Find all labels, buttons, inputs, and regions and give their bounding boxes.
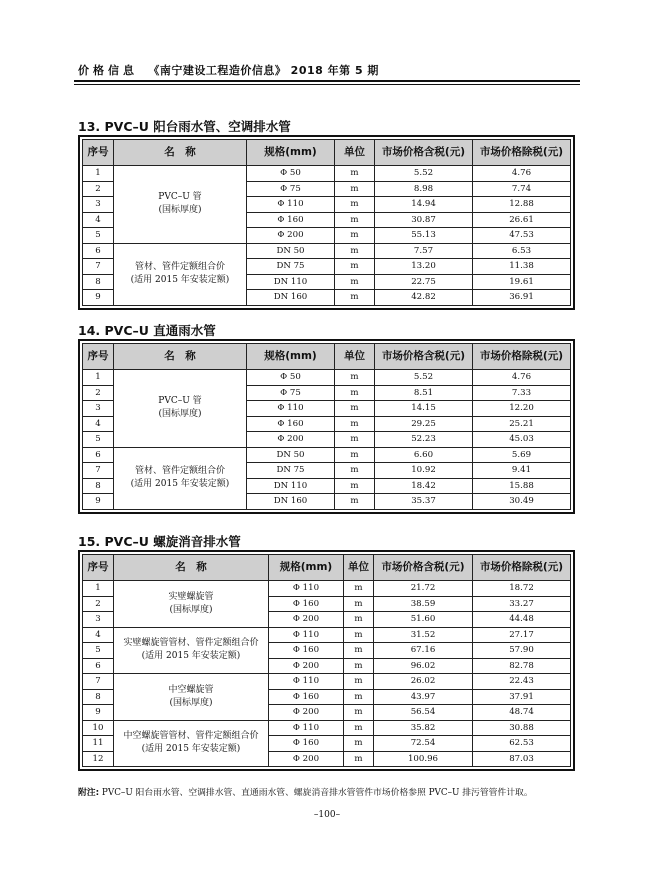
- table-row: [83, 243, 571, 259]
- spec-cell: Φ 160: [247, 416, 335, 432]
- price-ex-tax: 47.53: [473, 228, 571, 244]
- price-ex-tax: 62.53: [473, 736, 571, 752]
- column-header: 单位: [344, 555, 374, 581]
- column-header: 单位: [335, 344, 375, 370]
- spec-cell: Φ 200: [247, 432, 335, 448]
- section-title-13: 13. PVC–U 阳台雨水管、空调排水管: [78, 119, 291, 134]
- row-number: 12: [83, 751, 114, 767]
- price-with-tax: 7.57: [375, 243, 473, 259]
- row-number: 7: [83, 463, 114, 479]
- column-header: 市场价格除税(元): [473, 555, 571, 581]
- header-rule: [74, 80, 580, 82]
- unit-cell: m: [335, 432, 375, 448]
- row-number: 3: [83, 612, 114, 628]
- unit-cell: m: [335, 274, 375, 290]
- row-number: 2: [83, 181, 114, 197]
- price-ex-tax: 57.90: [473, 643, 571, 659]
- spec-cell: DN 110: [247, 478, 335, 494]
- unit-cell: m: [344, 596, 374, 612]
- price-ex-tax: 30.49: [473, 494, 571, 510]
- column-header: 序号: [83, 555, 114, 581]
- spec-cell: Φ 75: [247, 385, 335, 401]
- row-number: 4: [83, 416, 114, 432]
- spec-cell: Φ 200: [269, 705, 344, 721]
- table-row: [83, 627, 571, 643]
- column-header: 规格(mm): [269, 555, 344, 581]
- section-title-14: 14. PVC–U 直通雨水管: [78, 323, 216, 338]
- spec-cell: DN 75: [247, 259, 335, 275]
- spec-cell: Φ 160: [269, 736, 344, 752]
- table-row: [83, 370, 571, 386]
- row-number: 3: [83, 401, 114, 417]
- spec-cell: DN 50: [247, 447, 335, 463]
- spec-cell: Φ 160: [269, 643, 344, 659]
- unit-cell: m: [344, 689, 374, 705]
- table-row: [83, 720, 571, 736]
- row-number: 6: [83, 658, 114, 674]
- table-row: [83, 447, 571, 463]
- spec-cell: Φ 200: [269, 612, 344, 628]
- unit-cell: m: [344, 674, 374, 690]
- unit-cell: m: [344, 736, 374, 752]
- price-with-tax: 52.23: [375, 432, 473, 448]
- price-ex-tax: 15.88: [473, 478, 571, 494]
- price-ex-tax: 36.91: [473, 290, 571, 306]
- spec-cell: Φ 200: [269, 658, 344, 674]
- unit-cell: m: [344, 751, 374, 767]
- spec-cell: Φ 160: [247, 212, 335, 228]
- column-header: 市场价格除税(元): [473, 140, 571, 166]
- unit-cell: m: [335, 212, 375, 228]
- item-name: 管材、管件定额组合价 (适用 2015 年安装定额): [114, 243, 247, 305]
- price-ex-tax: 4.76: [473, 166, 571, 182]
- unit-cell: m: [335, 290, 375, 306]
- price-with-tax: 5.52: [375, 166, 473, 182]
- price-with-tax: 13.20: [375, 259, 473, 275]
- unit-cell: m: [335, 447, 375, 463]
- price-table-15: [78, 550, 575, 771]
- price-with-tax: 35.82: [374, 720, 473, 736]
- unit-cell: m: [335, 385, 375, 401]
- unit-cell: m: [344, 643, 374, 659]
- price-ex-tax: 45.03: [473, 432, 571, 448]
- price-with-tax: 31.52: [374, 627, 473, 643]
- footnote-text: PVC–U 阳台雨水管、空调排水管、直通雨水管、螺旋消音排水管管件市场价格参照 PVC–U 排污管管件计取。: [101, 788, 533, 798]
- row-number: 2: [83, 596, 114, 612]
- row-number: 1: [83, 166, 114, 182]
- item-name: 实壁螺旋管管材、管件定额组合价 (适用 2015 年安装定额): [114, 627, 269, 674]
- spec-cell: Φ 110: [247, 197, 335, 213]
- column-header: 名 称: [114, 140, 247, 166]
- price-with-tax: 42.82: [375, 290, 473, 306]
- table-header-row: [83, 344, 571, 370]
- price-with-tax: 18.42: [375, 478, 473, 494]
- price-ex-tax: 26.61: [473, 212, 571, 228]
- price-ex-tax: 37.91: [473, 689, 571, 705]
- row-number: 10: [83, 720, 114, 736]
- column-header: 规格(mm): [247, 344, 335, 370]
- price-with-tax: 72.54: [374, 736, 473, 752]
- price-with-tax: 14.94: [375, 197, 473, 213]
- spec-cell: Φ 50: [247, 370, 335, 386]
- row-number: 4: [83, 627, 114, 643]
- spec-cell: DN 50: [247, 243, 335, 259]
- price-ex-tax: 87.03: [473, 751, 571, 767]
- unit-cell: m: [335, 494, 375, 510]
- price-ex-tax: 22.43: [473, 674, 571, 690]
- price-ex-tax: 25.21: [473, 416, 571, 432]
- price-ex-tax: 33.27: [473, 596, 571, 612]
- unit-cell: m: [335, 259, 375, 275]
- unit-cell: m: [344, 658, 374, 674]
- column-header: 市场价格除税(元): [473, 344, 571, 370]
- unit-cell: m: [335, 228, 375, 244]
- spec-cell: Φ 200: [247, 228, 335, 244]
- price-ex-tax: 12.88: [473, 197, 571, 213]
- price-with-tax: 96.02: [374, 658, 473, 674]
- row-number: 1: [83, 581, 114, 597]
- price-ex-tax: 5.69: [473, 447, 571, 463]
- spec-cell: Φ 110: [269, 627, 344, 643]
- spec-cell: DN 110: [247, 274, 335, 290]
- price-with-tax: 8.98: [375, 181, 473, 197]
- row-number: 9: [83, 290, 114, 306]
- price-with-tax: 26.02: [374, 674, 473, 690]
- spec-cell: DN 160: [247, 290, 335, 306]
- unit-cell: m: [335, 401, 375, 417]
- section-title-15: 15. PVC–U 螺旋消音排水管: [78, 534, 241, 549]
- price-ex-tax: 44.48: [473, 612, 571, 628]
- row-number: 5: [83, 643, 114, 659]
- column-header: 规格(mm): [247, 140, 335, 166]
- column-header: 序号: [83, 344, 114, 370]
- price-ex-tax: 7.33: [473, 385, 571, 401]
- column-header: 单位: [335, 140, 375, 166]
- row-number: 8: [83, 274, 114, 290]
- item-name: 管材、管件定额组合价 (适用 2015 年安装定额): [114, 447, 247, 509]
- price-ex-tax: 82.78: [473, 658, 571, 674]
- spec-cell: DN 75: [247, 463, 335, 479]
- running-head: [78, 62, 379, 78]
- column-header: 序号: [83, 140, 114, 166]
- price-with-tax: 10.92: [375, 463, 473, 479]
- header-title: 《南宁建设工程造价信息》 2018 年第 5 期: [148, 64, 379, 77]
- row-number: 4: [83, 212, 114, 228]
- price-with-tax: 100.96: [374, 751, 473, 767]
- unit-cell: m: [335, 166, 375, 182]
- spec-cell: Φ 50: [247, 166, 335, 182]
- price-with-tax: 38.59: [374, 596, 473, 612]
- row-number: 5: [83, 432, 114, 448]
- price-with-tax: 5.52: [375, 370, 473, 386]
- price-with-tax: 30.87: [375, 212, 473, 228]
- unit-cell: m: [335, 197, 375, 213]
- row-number: 7: [83, 674, 114, 690]
- price-with-tax: 29.25: [375, 416, 473, 432]
- row-number: 2: [83, 385, 114, 401]
- price-with-tax: 43.97: [374, 689, 473, 705]
- price-ex-tax: 6.53: [473, 243, 571, 259]
- spec-cell: Φ 160: [269, 689, 344, 705]
- price-with-tax: 22.75: [375, 274, 473, 290]
- price-with-tax: 67.16: [374, 643, 473, 659]
- row-number: 8: [83, 478, 114, 494]
- spec-cell: Φ 200: [269, 751, 344, 767]
- price-with-tax: 14.15: [375, 401, 473, 417]
- footnote-label: 附注:: [78, 788, 100, 798]
- spec-cell: Φ 110: [269, 581, 344, 597]
- price-ex-tax: 7.74: [473, 181, 571, 197]
- unit-cell: m: [335, 243, 375, 259]
- spec-cell: Φ 110: [269, 720, 344, 736]
- footnote: [78, 785, 533, 798]
- price-ex-tax: 18.72: [473, 581, 571, 597]
- unit-cell: m: [335, 478, 375, 494]
- table-header-row: [83, 140, 571, 166]
- price-with-tax: 51.60: [374, 612, 473, 628]
- price-ex-tax: 30.88: [473, 720, 571, 736]
- price-table-14: [78, 339, 575, 514]
- row-number: 9: [83, 705, 114, 721]
- unit-cell: m: [335, 463, 375, 479]
- row-number: 6: [83, 243, 114, 259]
- price-table-13: [78, 135, 575, 310]
- price-with-tax: 21.72: [374, 581, 473, 597]
- unit-cell: m: [344, 720, 374, 736]
- spec-cell: Φ 110: [269, 674, 344, 690]
- price-ex-tax: 19.61: [473, 274, 571, 290]
- item-name: PVC–U 管 (国标厚度): [114, 166, 247, 244]
- price-with-tax: 35.37: [375, 494, 473, 510]
- row-number: 8: [83, 689, 114, 705]
- price-with-tax: 56.54: [374, 705, 473, 721]
- unit-cell: m: [344, 612, 374, 628]
- header-label: 价格信息: [78, 64, 138, 77]
- price-ex-tax: 9.41: [473, 463, 571, 479]
- item-name: PVC–U 管 (国标厚度): [114, 370, 247, 448]
- unit-cell: m: [344, 581, 374, 597]
- table-header-row: [83, 555, 571, 581]
- row-number: 9: [83, 494, 114, 510]
- header-rule-thin: [74, 84, 580, 85]
- row-number: 6: [83, 447, 114, 463]
- column-header: 名 称: [114, 344, 247, 370]
- unit-cell: m: [335, 181, 375, 197]
- unit-cell: m: [335, 370, 375, 386]
- price-ex-tax: 27.17: [473, 627, 571, 643]
- table-row: [83, 581, 571, 597]
- page-number: –100–: [313, 810, 341, 820]
- price-with-tax: 6.60: [375, 447, 473, 463]
- row-number: 5: [83, 228, 114, 244]
- item-name: 中空螺旋管管材、管件定额组合价 (适用 2015 年安装定额): [114, 720, 269, 767]
- item-name: 实壁螺旋管 (国标厚度): [114, 581, 269, 628]
- unit-cell: m: [335, 416, 375, 432]
- item-name: 中空螺旋管 (国标厚度): [114, 674, 269, 721]
- spec-cell: Φ 110: [247, 401, 335, 417]
- row-number: 3: [83, 197, 114, 213]
- price-with-tax: 8.51: [375, 385, 473, 401]
- table-row: [83, 166, 571, 182]
- table-row: [83, 674, 571, 690]
- price-ex-tax: 48.74: [473, 705, 571, 721]
- price-with-tax: 55.13: [375, 228, 473, 244]
- row-number: 7: [83, 259, 114, 275]
- column-header: 名 称: [114, 555, 269, 581]
- column-header: 市场价格含税(元): [374, 555, 473, 581]
- spec-cell: DN 160: [247, 494, 335, 510]
- row-number: 1: [83, 370, 114, 386]
- row-number: 11: [83, 736, 114, 752]
- unit-cell: m: [344, 627, 374, 643]
- price-ex-tax: 12.20: [473, 401, 571, 417]
- spec-cell: Φ 75: [247, 181, 335, 197]
- spec-cell: Φ 160: [269, 596, 344, 612]
- price-ex-tax: 4.76: [473, 370, 571, 386]
- price-ex-tax: 11.38: [473, 259, 571, 275]
- column-header: 市场价格含税(元): [375, 344, 473, 370]
- unit-cell: m: [344, 705, 374, 721]
- column-header: 市场价格含税(元): [375, 140, 473, 166]
